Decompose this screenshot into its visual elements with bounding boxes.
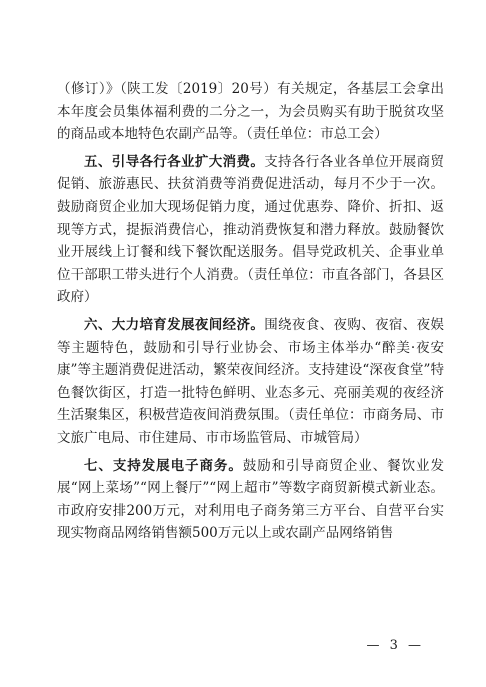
paragraph-body: （修订）》（陕工发〔2019〕20号）有关规定，各基层工会拿出本年度会员集体福利费的二分之一，为会员购买有助于脱贫攻坚的商品或本地特色农副产品等。（责任单位：市总工会） (57, 81, 444, 143)
paragraph-section-7 (57, 455, 444, 545)
paragraph-section-6 (57, 314, 444, 450)
section-heading: 七、支持发展电子商务。 (84, 457, 243, 474)
paragraph-section-5 (57, 151, 444, 309)
section-heading: 六、大力培育发展夜间经济。 (84, 316, 265, 333)
paragraph-continuation (57, 78, 444, 146)
paragraph-body: 鼓励和引导商贸企业、餐饮业发展“网上菜场”“网上餐厅”“网上超市”等数字商贸新模式新业态。市政府安排200万元，对利用电子商务第三方平台、自营平台实现实物商品网络销售额500万元以上或农副产品网络销售 (57, 457, 444, 542)
paragraph-body: 围绕夜食、夜购、夜宿、夜娱等主题特色，鼓励和引导行业协会、市场主体举办“醉美·夜安康”等主题消费促进活动，繁荣夜间经济。支持建设“深夜食堂”特色餐饮街区，打造一批特色鲜明、业态多元、亮丽美观的夜经济生活聚集区，积极营造夜间消费氛围。（责任单位：市商务局、市文旅广电局、市住建局、市市场监管局、市城管局） (57, 316, 445, 446)
page-number: — 3 — (366, 638, 424, 653)
paragraph-body: 支持各行各业各单位开展商贸促销、旅游惠民、扶贫消费等消费促进活动，每月不少于一次。鼓励商贸企业加大现场促销力度，通过优惠券、降价、折扣、返现等方式，提振消费信心，推动消费恢复和潜力释放。鼓励餐饮业开展线上订餐和线下餐饮配送服务。倡导党政机关、企事业单位干部职工带头进行个人消费。（责任单位：市直各部门，各县区政府） (57, 153, 445, 306)
section-heading: 五、引导各行各业扩大消费。 (84, 153, 265, 170)
